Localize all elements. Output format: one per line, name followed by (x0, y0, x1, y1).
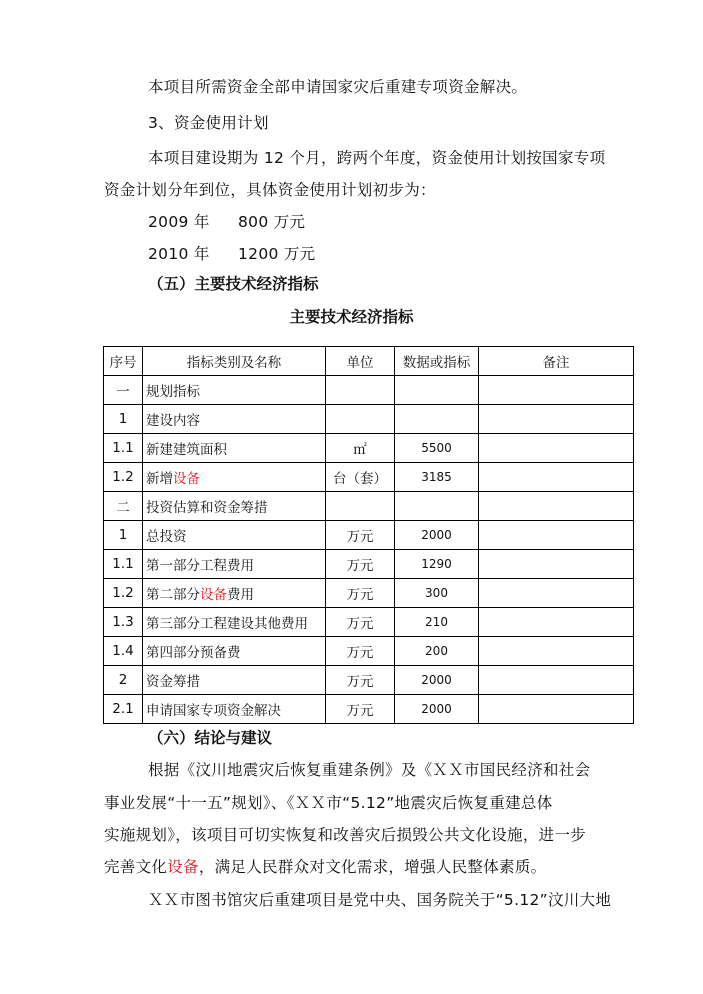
row-name-highlight: 设备 (173, 471, 200, 487)
row-no: 1 (104, 405, 143, 434)
table-row (104, 666, 634, 695)
row-note (479, 434, 634, 463)
row-unit: ㎡ (326, 434, 395, 463)
row-unit: 万元 (326, 550, 395, 579)
plan-paragraph-line-1: 本项目建设期为 12 个月，跨两个年度，资金使用计划按国家专项 (148, 149, 606, 167)
row-note (479, 579, 634, 608)
row-unit (326, 376, 395, 405)
header-no: 序号 (104, 347, 143, 376)
conclusion-line-2: 事业发展“十一五”规划》、《ＸＸ市“5.12”地震灾后恢复重建总体 (104, 794, 553, 812)
row-name (143, 463, 326, 492)
row-note (479, 405, 634, 434)
plan-paragraph-line-2: 资金计划分年到位，具体资金使用计划初步为： (104, 181, 436, 199)
row-no: 1.2 (104, 463, 143, 492)
table-header-row (104, 347, 634, 376)
row-value: 300 (395, 579, 479, 608)
row-no: 1.1 (104, 434, 143, 463)
conclusion-line-4-start: 完善文化 (104, 858, 168, 876)
table-title: 主要技术经济指标 (289, 308, 414, 326)
funding-paragraph: 本项目所需资金全部申请国家灾后重建专项资金解决。 (148, 78, 528, 96)
row-no: 1 (104, 521, 143, 550)
row-value: 200 (395, 637, 479, 666)
row-name-text: 新增 (146, 471, 173, 487)
row-unit: 万元 (326, 695, 395, 724)
schedule-year-2009: 2009 年 (148, 213, 210, 231)
row-value: 5500 (395, 434, 479, 463)
row-value: 2000 (395, 521, 479, 550)
plan-heading: 3、资金使用计划 (148, 114, 269, 132)
row-unit (326, 492, 395, 521)
row-name: 第三部分工程建设其他费用 (143, 608, 326, 637)
row-name: 新建建筑面积 (143, 434, 326, 463)
row-value: 210 (395, 608, 479, 637)
row-note (479, 695, 634, 724)
row-name-text: 第二部分 (146, 587, 200, 603)
row-unit: 万元 (326, 521, 395, 550)
row-no: 2 (104, 666, 143, 695)
row-name: 第一部分工程费用 (143, 550, 326, 579)
table-row (104, 608, 634, 637)
row-name: 建设内容 (143, 405, 326, 434)
header-value: 数据或指标 (395, 347, 479, 376)
table-row (104, 695, 634, 724)
row-unit: 万元 (326, 666, 395, 695)
conclusion-line-3: 实施规划》，该项目可切实恢复和改善灾后损毁公共文化设施，进一步 (104, 826, 587, 844)
row-note (479, 463, 634, 492)
row-value (395, 405, 479, 434)
row-note (479, 608, 634, 637)
row-name: 总投资 (143, 521, 326, 550)
table-row (104, 463, 634, 492)
row-note (479, 666, 634, 695)
conclusion-line-4 (104, 855, 546, 877)
table-row (104, 405, 634, 434)
table-row (104, 579, 634, 608)
schedule-amount-2009: 800 万元 (238, 213, 306, 231)
row-no: 1.2 (104, 579, 143, 608)
row-name-text-tail: 费用 (227, 587, 254, 603)
section-6-heading: （六）结论与建议 (148, 729, 273, 747)
row-unit (326, 405, 395, 434)
header-name: 指标类别及名称 (143, 347, 326, 376)
table-row (104, 550, 634, 579)
row-unit: 万元 (326, 637, 395, 666)
row-no: 2.1 (104, 695, 143, 724)
row-value (395, 376, 479, 405)
row-no: 1.1 (104, 550, 143, 579)
row-no: 二 (104, 492, 143, 521)
row-name: 资金筹措 (143, 666, 326, 695)
row-value: 1290 (395, 550, 479, 579)
row-unit: 万元 (326, 608, 395, 637)
conclusion-line-4-end: ，满足人民群众对文化需求，增强人民整体素质。 (198, 858, 547, 876)
row-unit: 万元 (326, 579, 395, 608)
row-note (479, 550, 634, 579)
row-value: 2000 (395, 666, 479, 695)
table-row (104, 492, 634, 521)
schedule-year-2010: 2010 年 (148, 245, 210, 263)
row-value: 3185 (395, 463, 479, 492)
table-row (104, 637, 634, 666)
row-note (479, 492, 634, 521)
table-row (104, 376, 634, 405)
section-5-heading: （五）主要技术经济指标 (148, 275, 319, 293)
row-note (479, 521, 634, 550)
indicators-table (103, 346, 634, 724)
row-name: 申请国家专项资金解决 (143, 695, 326, 724)
header-unit: 单位 (326, 347, 395, 376)
row-no: 1.3 (104, 608, 143, 637)
row-value: 2000 (395, 695, 479, 724)
row-name (143, 579, 326, 608)
table-row (104, 434, 634, 463)
row-note (479, 376, 634, 405)
row-no: 一 (104, 376, 143, 405)
conclusion-highlight: 设备 (167, 858, 199, 876)
row-name-highlight: 设备 (200, 587, 227, 603)
row-name: 第四部分预备费 (143, 637, 326, 666)
row-name: 规划指标 (143, 376, 326, 405)
conclusion-line-1: 根据《汶川地震灾后恢复重建条例》及《ＸＸ市国民经济和社会 (148, 761, 591, 779)
header-note: 备注 (479, 347, 634, 376)
row-note (479, 637, 634, 666)
schedule-amount-2010: 1200 万元 (238, 245, 316, 263)
conclusion-line-5: ＸＸ市图书馆灾后重建项目是党中央、国务院关于“5.12”汶川大地 (148, 891, 612, 909)
row-value (395, 492, 479, 521)
row-unit: 台（套） (326, 463, 395, 492)
row-name: 投资估算和资金筹措 (143, 492, 326, 521)
table-row (104, 521, 634, 550)
row-no: 1.4 (104, 637, 143, 666)
